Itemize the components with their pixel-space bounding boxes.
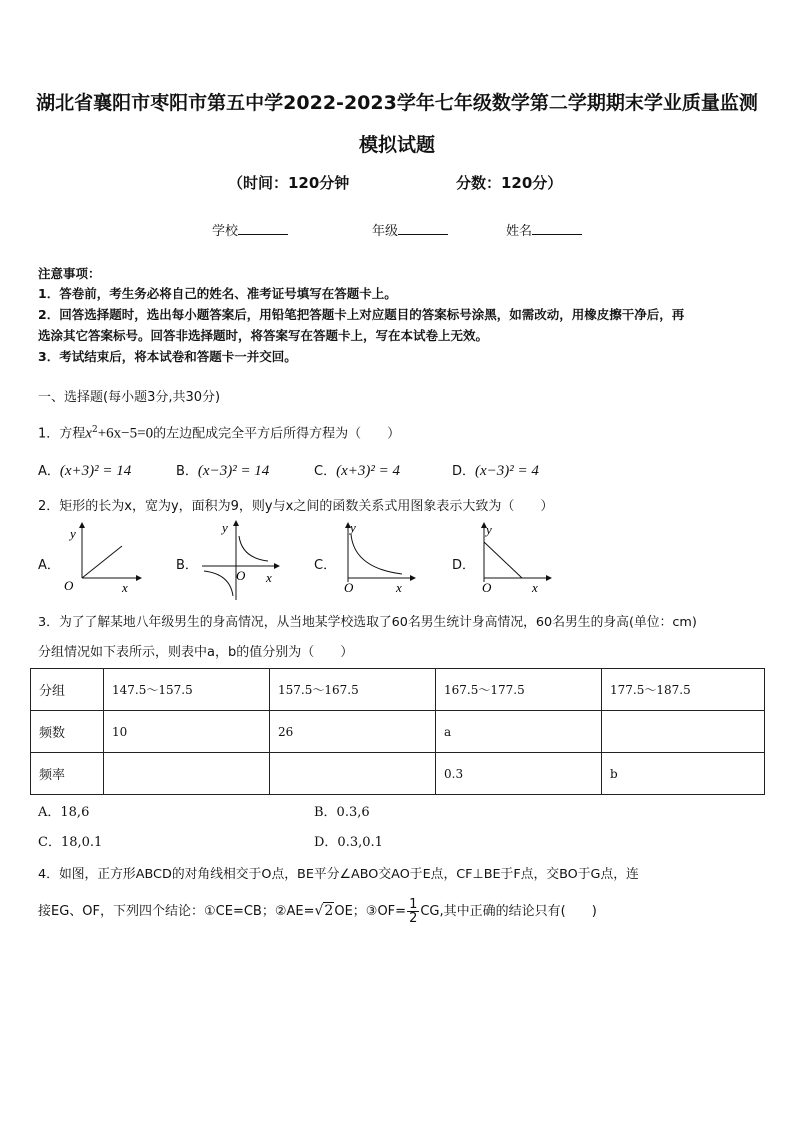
q1-eq-rest: +6x−5=0 bbox=[97, 425, 154, 442]
q3-option-c: C．18,0.1 bbox=[38, 835, 103, 850]
q4-fraction bbox=[407, 898, 419, 925]
q1-option-c-text: (x+3)² = 4 bbox=[336, 463, 400, 479]
q2-a-axis-y: y bbox=[70, 526, 76, 541]
q2-c-axis-y: y bbox=[350, 522, 356, 535]
name-field bbox=[506, 222, 582, 242]
q4-frac-num: 1 bbox=[409, 897, 418, 912]
q4-line2-a: 接EG、OF，下列四个结论：①CE=CB；②AE= bbox=[38, 904, 315, 919]
table-cell: 频数 bbox=[31, 711, 104, 753]
notes-item-2a: 2．回答选择题时，选出每小题答案后，用铅笔把答题卡上对应题目的答案标号涂黑，如需改动，用橡皮擦干净后，再 bbox=[38, 307, 685, 322]
notes-item-1: 1．答卷前，考生务必将自己的姓名、准考证号填写在答题卡上。 bbox=[38, 286, 397, 301]
q1-option-a bbox=[38, 461, 131, 482]
table-cell bbox=[602, 711, 765, 753]
q2-c-origin: O bbox=[344, 580, 354, 594]
score-label: 分数：120分） bbox=[456, 174, 563, 192]
q1-option-b-text: (x−3)² = 14 bbox=[197, 463, 270, 479]
q3-option-a: A．18,6 bbox=[38, 805, 90, 820]
q1-eq-sq: 2 bbox=[91, 425, 98, 435]
question-4-line1: 4．如图，正方形ABCD的对角线相交于O点，BE平分∠ABO交AO于E点，CF⊥BE于F点，交BO于G点，连 bbox=[38, 867, 639, 882]
page-title-line2: 模拟试题 bbox=[358, 134, 435, 156]
q4-sqrt-value: 2 bbox=[324, 903, 334, 919]
table-cell: 167.5～177.5 bbox=[436, 669, 602, 711]
table-cell: b bbox=[602, 753, 765, 795]
name-blank bbox=[532, 222, 582, 235]
q1-option-d-label: D． bbox=[452, 464, 476, 479]
q1-option-d bbox=[452, 461, 539, 482]
question-2: 2．矩形的长为x，宽为y，面积为9，则y与x之间的函数关系式用图象表示大致为（ ） bbox=[38, 499, 554, 514]
q2-d-origin: O bbox=[482, 580, 492, 594]
q2-option-c-label: C． bbox=[314, 558, 337, 573]
q2-option-d-label: D． bbox=[452, 558, 476, 573]
q3-option-d: D．0.3,0.1 bbox=[314, 835, 383, 850]
time-label: （时间：120分钟 bbox=[228, 174, 350, 192]
q2-option-a-label: A． bbox=[38, 558, 60, 573]
school-field bbox=[212, 222, 288, 242]
q1-option-b-label: B． bbox=[176, 464, 198, 479]
table-cell: 177.5～187.5 bbox=[602, 669, 765, 711]
q1-option-a-text: (x+3)² = 14 bbox=[59, 463, 132, 479]
q2-b-axis-y: y bbox=[222, 520, 228, 535]
grade-label: 年级 bbox=[372, 224, 399, 239]
q2-graph-b bbox=[198, 518, 280, 602]
table-row bbox=[31, 669, 765, 711]
q2-c-axis-x: x bbox=[396, 580, 402, 594]
q4-frac-den: 2 bbox=[409, 911, 418, 926]
question-3-line1: 3．为了了解某地八年级男生的身高情况，从当地某学校选取了60名男生统计身高情况，60名男生的身高(单位：cm) bbox=[38, 615, 697, 630]
notes-item-3: 3．考试结束后，将本试卷和答题卡一并交回。 bbox=[38, 349, 297, 364]
q1-suffix: 的左边配成完全平方后所得方程为（ ） bbox=[153, 426, 401, 442]
q1-option-b bbox=[176, 461, 269, 482]
sqrt-symbol: √2 bbox=[314, 903, 334, 919]
q4-line2-b: OE；③OF= bbox=[334, 904, 407, 919]
table-cell: 分组 bbox=[31, 669, 104, 711]
question-1 bbox=[38, 420, 400, 444]
section-heading: 一、选择题(每小题3分,共30分) bbox=[38, 390, 221, 405]
grade-field bbox=[372, 222, 448, 242]
q2-b-origin: O bbox=[236, 568, 246, 583]
table-cell: 157.5～167.5 bbox=[270, 669, 436, 711]
q2-graph-c bbox=[336, 522, 416, 594]
page-title: 湖北省襄阳市枣阳市第五中学2022-2023学年七年级数学第二学期期末学业质量监测 bbox=[36, 92, 758, 114]
q2-d-axis-y: y bbox=[486, 522, 492, 537]
q2-a-origin: O bbox=[64, 578, 74, 593]
table-cell: a bbox=[436, 711, 602, 753]
q2-a-axis-x: x bbox=[122, 580, 128, 594]
table-cell bbox=[104, 753, 270, 795]
q2-graph-a bbox=[62, 522, 142, 594]
name-label: 姓名 bbox=[506, 224, 533, 239]
table-row bbox=[31, 711, 765, 753]
q2-d-axis-x: x bbox=[532, 580, 538, 594]
q1-option-c bbox=[314, 461, 400, 482]
q3-option-b: B．0.3,6 bbox=[314, 805, 370, 820]
table-cell: 10 bbox=[104, 711, 270, 753]
grade-blank bbox=[398, 222, 448, 235]
table-cell: 147.5～157.5 bbox=[104, 669, 270, 711]
q3-table bbox=[30, 668, 765, 795]
q2-b-axis-x: x bbox=[266, 570, 272, 585]
q2-graph-d bbox=[472, 522, 552, 594]
notes-heading: 注意事项： bbox=[38, 266, 101, 281]
question-4-line2 bbox=[38, 898, 597, 925]
table-cell: 26 bbox=[270, 711, 436, 753]
notes-item-2b: 选涂其它答案标号。回答非选择题时，将答案写在答题卡上，写在本试卷上无效。 bbox=[38, 328, 489, 343]
q1-option-a-label: A． bbox=[38, 464, 60, 479]
q4-line2-c: CG,其中正确的结论只有( ) bbox=[420, 904, 597, 919]
table-cell: 0.3 bbox=[436, 753, 602, 795]
table-cell: 频率 bbox=[31, 753, 104, 795]
table-row bbox=[31, 753, 765, 795]
q1-option-c-label: C． bbox=[314, 464, 337, 479]
q1-option-d-text: (x−3)² = 4 bbox=[475, 463, 539, 479]
q1-prefix: 1．方程 bbox=[38, 426, 86, 442]
school-blank bbox=[238, 222, 288, 235]
school-label: 学校 bbox=[212, 224, 239, 239]
table-cell bbox=[270, 753, 436, 795]
q1-eq-x: x bbox=[85, 425, 92, 442]
question-3-line2: 分组情况如下表所示，则表中a，b的值分别为（ ） bbox=[38, 645, 354, 660]
q2-option-b-label: B． bbox=[176, 558, 198, 573]
